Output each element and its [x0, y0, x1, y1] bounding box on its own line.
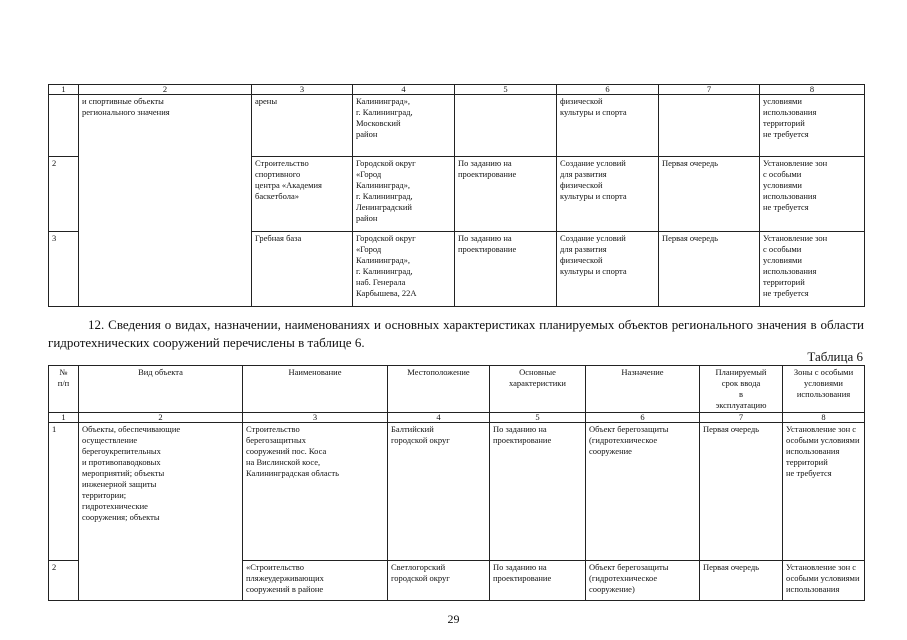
column-number: 8	[783, 413, 865, 423]
object-name: Строительство спортивного центра «Академия баскетбола»	[252, 157, 353, 232]
column-header: Назначение	[586, 366, 700, 413]
column-header: Наименование	[243, 366, 388, 413]
column-number: 7	[700, 413, 783, 423]
object-name: арены	[252, 95, 353, 157]
column-number: 5	[490, 413, 586, 423]
row-number	[49, 95, 79, 157]
column-number: 6	[586, 413, 700, 423]
table-row	[49, 423, 865, 561]
column-number: 1	[49, 413, 79, 423]
object-purpose: Объект берегозащиты (гидротехническое сооружение)	[586, 561, 700, 601]
column-number: 5	[455, 85, 557, 95]
column-number: 2	[79, 85, 252, 95]
commissioning-term: Первая очередь	[659, 232, 760, 307]
row-number: 3	[49, 232, 79, 307]
commissioning-term: Первая очередь	[659, 157, 760, 232]
column-header: № п/п	[49, 366, 79, 413]
object-location: Калининград», г. Калининград, Московский район	[353, 95, 455, 157]
column-number: 4	[388, 413, 490, 423]
continuation-table	[48, 84, 865, 307]
table-row	[49, 95, 865, 157]
column-header: Зоны с особыми условиями использования	[783, 366, 865, 413]
object-name: Гребная база	[252, 232, 353, 307]
column-number: 1	[49, 85, 79, 95]
object-characteristics: По заданию на проектирование	[455, 232, 557, 307]
column-number: 7	[659, 85, 760, 95]
object-location: Светлогорский городской округ	[388, 561, 490, 601]
special-zones: Установление зон с особыми условиями использования не требуется	[760, 157, 865, 232]
commissioning-term: Первая очередь	[700, 561, 783, 601]
object-characteristics: По заданию на проектирование	[455, 157, 557, 232]
row-number: 2	[49, 561, 79, 601]
column-number: 6	[557, 85, 659, 95]
column-number: 4	[353, 85, 455, 95]
table-6	[48, 365, 865, 601]
object-purpose: Создание условий для развития физической культуры и спорта	[557, 157, 659, 232]
column-header: Основные характеристики	[490, 366, 586, 413]
column-header: Вид объекта	[79, 366, 243, 413]
row-number: 2	[49, 157, 79, 232]
commissioning-term	[659, 95, 760, 157]
commissioning-term: Первая очередь	[700, 423, 783, 561]
row-number: 1	[49, 423, 79, 561]
column-number: 3	[243, 413, 388, 423]
object-purpose: Создание условий для развития физической культуры и спорта	[557, 232, 659, 307]
column-number-row	[49, 413, 865, 423]
column-number: 3	[252, 85, 353, 95]
column-header: Местоположение	[388, 366, 490, 413]
object-characteristics	[455, 95, 557, 157]
special-zones: условиями использования территорий не требуется	[760, 95, 865, 157]
object-location: Городской округ «Город Калининград», г. Калининград, Ленинградский район	[353, 157, 455, 232]
column-number-row	[49, 85, 865, 95]
object-purpose: физической культуры и спорта	[557, 95, 659, 157]
special-zones: Установление зон с особыми условиями использования	[783, 561, 865, 601]
column-number: 2	[79, 413, 243, 423]
object-name: «Строительство пляжеудерживающих сооружений в районе	[243, 561, 388, 601]
table-caption: Таблица 6	[807, 349, 863, 364]
object-name: Строительство берегозащитных сооружений пос. Коса на Вислинской косе, Калининградская область	[243, 423, 388, 561]
header-row	[49, 366, 865, 413]
special-zones: Установление зон с особыми условиями использования территорий не требуется	[783, 423, 865, 561]
page-number: 29	[447, 612, 460, 626]
object-type: и спортивные объекты регионального значения	[79, 95, 252, 307]
special-zones: Установление зон с особыми условиями использования территорий не требуется	[760, 232, 865, 307]
object-location: Балтийский городской округ	[388, 423, 490, 561]
section-paragraph: 12. Сведения о видах, назначении, наименованиях и основных характеристиках планируемых объектов регионального значения в области гидротехнических сооружений перечислены в таблице 6.	[48, 317, 864, 350]
column-header: Планируемый срок ввода в эксплуатацию	[700, 366, 783, 413]
object-characteristics: По заданию на проектирование	[490, 561, 586, 601]
object-type: Объекты, обеспечивающие осуществление берегоукрепительных и противопаводковых мероприятий; объекты инженерной защиты территории; гидротехнические сооружения; объекты	[79, 423, 243, 601]
object-characteristics: По заданию на проектирование	[490, 423, 586, 561]
column-number: 8	[760, 85, 865, 95]
object-purpose: Объект берегозащиты (гидротехническое сооружение	[586, 423, 700, 561]
object-location: Городской округ «Город Калининград», г. Калининград, наб. Генерала Карбышева, 22А	[353, 232, 455, 307]
